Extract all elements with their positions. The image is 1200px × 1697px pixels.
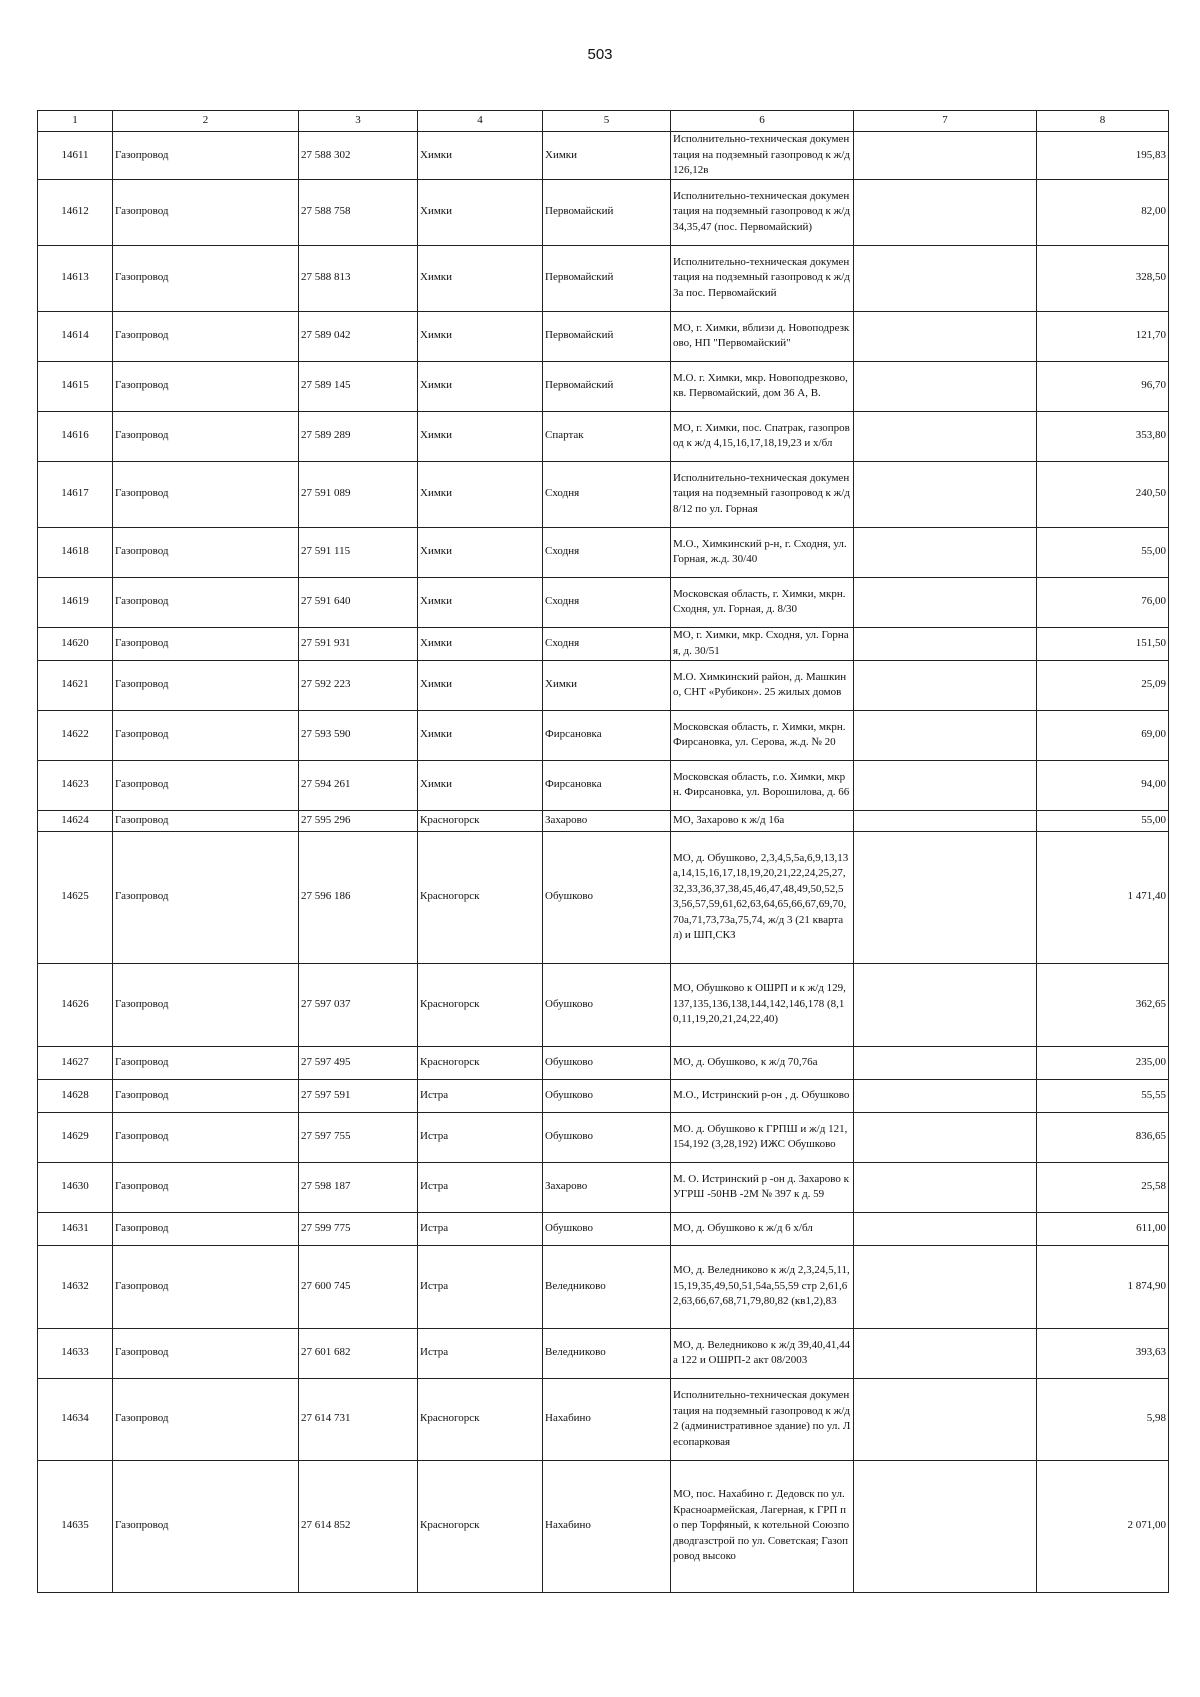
table-row — [38, 1328, 1169, 1378]
table-row — [38, 179, 1169, 245]
empty-cell — [854, 1212, 1037, 1245]
object-type-cell: Газопровод — [113, 1460, 299, 1592]
empty-cell — [854, 527, 1037, 577]
description-cell: МО, г. Химки, пос. Спатрак, газопровод к ж/д 4,15,16,17,18,19,23 и х/бл — [671, 411, 854, 461]
inventory-number-cell: 27 614 731 — [299, 1378, 418, 1460]
table-row — [38, 627, 1169, 660]
length-cell: 82,00 — [1037, 179, 1169, 245]
empty-cell — [854, 1328, 1037, 1378]
object-type-cell: Газопровод — [113, 1079, 299, 1112]
column-header: 5 — [543, 111, 671, 132]
table-row — [38, 461, 1169, 527]
table-row — [38, 831, 1169, 963]
object-type-cell: Газопровод — [113, 710, 299, 760]
row-number-cell: 14632 — [38, 1245, 113, 1328]
district-cell: Истра — [418, 1245, 543, 1328]
table-row — [38, 132, 1169, 180]
inventory-number-cell: 27 597 495 — [299, 1046, 418, 1079]
empty-cell — [854, 831, 1037, 963]
description-cell: Исполнительно-техническая документация на подземный газопровод к ж/д 126,12в — [671, 132, 854, 180]
object-type-cell: Газопровод — [113, 1328, 299, 1378]
row-number-cell: 14618 — [38, 527, 113, 577]
empty-cell — [854, 1378, 1037, 1460]
table-row — [38, 1378, 1169, 1460]
inventory-number-cell: 27 614 852 — [299, 1460, 418, 1592]
row-number-cell: 14623 — [38, 760, 113, 810]
object-type-cell: Газопровод — [113, 1046, 299, 1079]
length-cell: 393,63 — [1037, 1328, 1169, 1378]
empty-cell — [854, 361, 1037, 411]
district-cell: Истра — [418, 1212, 543, 1245]
row-number-cell: 14620 — [38, 627, 113, 660]
description-cell: Исполнительно-техническая документация на подземный газопровод к ж/д 34,35,47 (пос. Первомайский) — [671, 179, 854, 245]
empty-cell — [854, 1460, 1037, 1592]
district-cell: Химки — [418, 627, 543, 660]
length-cell: 25,58 — [1037, 1162, 1169, 1212]
inventory-number-cell: 27 588 758 — [299, 179, 418, 245]
description-cell: МО, д. Обушково к ж/д 6 х/бл — [671, 1212, 854, 1245]
locality-cell: Фирсановка — [543, 760, 671, 810]
registry-table-body — [38, 111, 1169, 1593]
row-number-cell: 14614 — [38, 311, 113, 361]
length-cell: 611,00 — [1037, 1212, 1169, 1245]
inventory-number-cell: 27 597 591 — [299, 1079, 418, 1112]
object-type-cell: Газопровод — [113, 1162, 299, 1212]
table-row — [38, 527, 1169, 577]
inventory-number-cell: 27 591 089 — [299, 461, 418, 527]
locality-cell: Сходня — [543, 461, 671, 527]
object-type-cell: Газопровод — [113, 179, 299, 245]
description-cell: МО, г. Химки, вблизи д. Новоподрезково, НП "Первомайский" — [671, 311, 854, 361]
description-cell: Московская область, г.о. Химки, мкрн. Фирсановка, ул. Ворошилова, д. 66 — [671, 760, 854, 810]
table-row — [38, 245, 1169, 311]
length-cell: 151,50 — [1037, 627, 1169, 660]
object-type-cell: Газопровод — [113, 627, 299, 660]
inventory-number-cell: 27 598 187 — [299, 1162, 418, 1212]
length-cell: 55,55 — [1037, 1079, 1169, 1112]
length-cell: 2 071,00 — [1037, 1460, 1169, 1592]
locality-cell: Первомайский — [543, 179, 671, 245]
description-cell: МО, д. Веледниково к ж/д 2,3,24,5,11,15,19,35,49,50,51,54а,55,59 стр 2,61,62,63,66,67,68,71,79,80,82 (кв1,2),83 — [671, 1245, 854, 1328]
column-header: 1 — [38, 111, 113, 132]
object-type-cell: Газопровод — [113, 361, 299, 411]
description-cell: МО, д. Веледниково к ж/д 39,40,41,44а 122 и ОШРП-2 акт 08/2003 — [671, 1328, 854, 1378]
description-cell: М.О., Истринский р-он , д. Обушково — [671, 1079, 854, 1112]
empty-cell — [854, 760, 1037, 810]
locality-cell: Сходня — [543, 577, 671, 627]
row-number-cell: 14612 — [38, 179, 113, 245]
empty-cell — [854, 660, 1037, 710]
locality-cell: Обушково — [543, 1046, 671, 1079]
length-cell: 121,70 — [1037, 311, 1169, 361]
locality-cell: Фирсановка — [543, 710, 671, 760]
table-row — [38, 1212, 1169, 1245]
length-cell: 328,50 — [1037, 245, 1169, 311]
row-number-cell: 14631 — [38, 1212, 113, 1245]
district-cell: Химки — [418, 577, 543, 627]
locality-cell: Первомайский — [543, 361, 671, 411]
district-cell: Химки — [418, 311, 543, 361]
object-type-cell: Газопровод — [113, 461, 299, 527]
locality-cell: Сходня — [543, 527, 671, 577]
inventory-number-cell: 27 597 755 — [299, 1112, 418, 1162]
locality-cell: Первомайский — [543, 311, 671, 361]
object-type-cell: Газопровод — [113, 311, 299, 361]
object-type-cell: Газопровод — [113, 760, 299, 810]
inventory-number-cell: 27 596 186 — [299, 831, 418, 963]
object-type-cell: Газопровод — [113, 245, 299, 311]
table-row — [38, 1460, 1169, 1592]
locality-cell: Захарово — [543, 810, 671, 831]
inventory-number-cell: 27 595 296 — [299, 810, 418, 831]
district-cell: Истра — [418, 1112, 543, 1162]
length-cell: 94,00 — [1037, 760, 1169, 810]
empty-cell — [854, 179, 1037, 245]
length-cell: 240,50 — [1037, 461, 1169, 527]
description-cell: МО, Захарово к ж/д 16а — [671, 810, 854, 831]
row-number-cell: 14628 — [38, 1079, 113, 1112]
district-cell: Химки — [418, 411, 543, 461]
empty-cell — [854, 1162, 1037, 1212]
row-number-cell: 14621 — [38, 660, 113, 710]
description-cell: М.О. Химкинский район, д. Машкино, СНТ «Рубикон». 25 жилых домов — [671, 660, 854, 710]
table-row — [38, 1046, 1169, 1079]
locality-cell: Обушково — [543, 1212, 671, 1245]
object-type-cell: Газопровод — [113, 577, 299, 627]
table-row — [38, 411, 1169, 461]
length-cell: 55,00 — [1037, 810, 1169, 831]
description-cell: М.О. г. Химки, мкр. Новоподрезково, кв. Первомайский, дом 36 А, В. — [671, 361, 854, 411]
district-cell: Истра — [418, 1162, 543, 1212]
district-cell: Истра — [418, 1079, 543, 1112]
object-type-cell: Газопровод — [113, 831, 299, 963]
locality-cell: Обушково — [543, 1079, 671, 1112]
length-cell: 1 471,40 — [1037, 831, 1169, 963]
empty-cell — [854, 132, 1037, 180]
empty-cell — [854, 1245, 1037, 1328]
inventory-number-cell: 27 597 037 — [299, 963, 418, 1046]
description-cell: МО, Обушково к ОШРП и к ж/д 129,137,135,136,138,144,142,146,178 (8,10,11,19,20,21,24,22,40) — [671, 963, 854, 1046]
row-number-cell: 14615 — [38, 361, 113, 411]
table-row — [38, 760, 1169, 810]
district-cell: Химки — [418, 132, 543, 180]
empty-cell — [854, 1079, 1037, 1112]
description-cell: МО, д. Обушково, 2,3,4,5,5а,6,9,13,13а,14,15,16,17,18,19,20,21,22,24,25,27,32,33,36,37,38,45,46,47,48,49,50,52,53,56,57,59,61,62,63,64,65,66,67,69,70,70а,71,73,73а,75,74, ж/д 3 (21 квартал) и ШП,СКЗ — [671, 831, 854, 963]
object-type-cell: Газопровод — [113, 527, 299, 577]
locality-cell: Захарово — [543, 1162, 671, 1212]
inventory-number-cell: 27 589 145 — [299, 361, 418, 411]
object-type-cell: Газопровод — [113, 810, 299, 831]
description-cell: Исполнительно-техническая документация на подземный газопровод к ж/д 2 (административное здание) по ул. Лесопарковая — [671, 1378, 854, 1460]
inventory-number-cell: 27 589 042 — [299, 311, 418, 361]
inventory-number-cell: 27 591 640 — [299, 577, 418, 627]
district-cell: Химки — [418, 710, 543, 760]
inventory-number-cell: 27 599 775 — [299, 1212, 418, 1245]
locality-cell: Обушково — [543, 831, 671, 963]
district-cell: Химки — [418, 179, 543, 245]
column-header: 7 — [854, 111, 1037, 132]
column-header: 8 — [1037, 111, 1169, 132]
district-cell: Химки — [418, 461, 543, 527]
row-number-cell: 14624 — [38, 810, 113, 831]
table-row — [38, 311, 1169, 361]
length-cell: 1 874,90 — [1037, 1245, 1169, 1328]
inventory-number-cell: 27 593 590 — [299, 710, 418, 760]
table-row — [38, 963, 1169, 1046]
table-row — [38, 1112, 1169, 1162]
column-number-row — [38, 111, 1169, 132]
length-cell: 195,83 — [1037, 132, 1169, 180]
inventory-number-cell: 27 589 289 — [299, 411, 418, 461]
row-number-cell: 14622 — [38, 710, 113, 760]
inventory-number-cell: 27 588 813 — [299, 245, 418, 311]
district-cell: Красногорск — [418, 810, 543, 831]
length-cell: 96,70 — [1037, 361, 1169, 411]
district-cell: Красногорск — [418, 1378, 543, 1460]
column-header: 6 — [671, 111, 854, 132]
locality-cell: Первомайский — [543, 245, 671, 311]
row-number-cell: 14625 — [38, 831, 113, 963]
description-cell: М.О., Химкинский р-н, г. Сходня, ул. Горная, ж.д. 30/40 — [671, 527, 854, 577]
length-cell: 353,80 — [1037, 411, 1169, 461]
district-cell: Химки — [418, 660, 543, 710]
description-cell: Московская область, г. Химки, мкрн. Фирсановка, ул. Серова, ж.д. № 20 — [671, 710, 854, 760]
district-cell: Химки — [418, 361, 543, 411]
district-cell: Красногорск — [418, 831, 543, 963]
locality-cell: Спартак — [543, 411, 671, 461]
district-cell: Красногорск — [418, 1046, 543, 1079]
length-cell: 25,09 — [1037, 660, 1169, 710]
description-cell: Исполнительно-техническая документация на подземный газопровод к ж/д 8/12 по ул. Горная — [671, 461, 854, 527]
locality-cell: Нахабино — [543, 1378, 671, 1460]
registry-table — [37, 110, 1169, 1593]
inventory-number-cell: 27 592 223 — [299, 660, 418, 710]
length-cell: 76,00 — [1037, 577, 1169, 627]
row-number-cell: 14616 — [38, 411, 113, 461]
empty-cell — [854, 810, 1037, 831]
table-row — [38, 710, 1169, 760]
description-cell: МО. д. Обушково к ГРПШ и ж/д 121,154,192 (3,28,192) ИЖС Обушково — [671, 1112, 854, 1162]
district-cell: Истра — [418, 1328, 543, 1378]
length-cell: 5,98 — [1037, 1378, 1169, 1460]
district-cell: Красногорск — [418, 1460, 543, 1592]
length-cell: 836,65 — [1037, 1112, 1169, 1162]
length-cell: 69,00 — [1037, 710, 1169, 760]
inventory-number-cell: 27 591 115 — [299, 527, 418, 577]
locality-cell: Обушково — [543, 963, 671, 1046]
column-header: 3 — [299, 111, 418, 132]
object-type-cell: Газопровод — [113, 963, 299, 1046]
locality-cell: Сходня — [543, 627, 671, 660]
locality-cell: Химки — [543, 132, 671, 180]
inventory-number-cell: 27 600 745 — [299, 1245, 418, 1328]
empty-cell — [854, 411, 1037, 461]
description-cell: МО, пос. Нахабино г. Дедовск по ул. Красноармейская, Лагерная, к ГРП по пер Торфяный, к котельной Союзподводгазстрой по ул. Советская; Газопровод высоко — [671, 1460, 854, 1592]
page-number: 503 — [587, 46, 613, 63]
empty-cell — [854, 461, 1037, 527]
empty-cell — [854, 245, 1037, 311]
row-number-cell: 14626 — [38, 963, 113, 1046]
district-cell: Химки — [418, 245, 543, 311]
length-cell: 55,00 — [1037, 527, 1169, 577]
empty-cell — [854, 710, 1037, 760]
object-type-cell: Газопровод — [113, 132, 299, 180]
table-row — [38, 1245, 1169, 1328]
object-type-cell: Газопровод — [113, 660, 299, 710]
row-number-cell: 14617 — [38, 461, 113, 527]
object-type-cell: Газопровод — [113, 1212, 299, 1245]
object-type-cell: Газопровод — [113, 1245, 299, 1328]
inventory-number-cell: 27 594 261 — [299, 760, 418, 810]
row-number-cell: 14613 — [38, 245, 113, 311]
district-cell: Красногорск — [418, 963, 543, 1046]
row-number-cell: 14633 — [38, 1328, 113, 1378]
locality-cell: Веледниково — [543, 1245, 671, 1328]
row-number-cell: 14630 — [38, 1162, 113, 1212]
object-type-cell: Газопровод — [113, 1378, 299, 1460]
empty-cell — [854, 1046, 1037, 1079]
inventory-number-cell: 27 601 682 — [299, 1328, 418, 1378]
inventory-number-cell: 27 591 931 — [299, 627, 418, 660]
description-cell: М. О. Истринский р -он д. Захарово к УГРШ -50НВ -2М № 397 к д. 59 — [671, 1162, 854, 1212]
row-number-cell: 14619 — [38, 577, 113, 627]
object-type-cell: Газопровод — [113, 411, 299, 461]
column-header: 2 — [113, 111, 299, 132]
table-row — [38, 1162, 1169, 1212]
column-header: 4 — [418, 111, 543, 132]
row-number-cell: 14635 — [38, 1460, 113, 1592]
locality-cell: Нахабино — [543, 1460, 671, 1592]
empty-cell — [854, 1112, 1037, 1162]
table-row — [38, 361, 1169, 411]
row-number-cell: 14627 — [38, 1046, 113, 1079]
description-cell: Московская область, г. Химки, мкрн. Сходня, ул. Горная, д. 8/30 — [671, 577, 854, 627]
table-row — [38, 660, 1169, 710]
row-number-cell: 14634 — [38, 1378, 113, 1460]
description-cell: МО, д. Обушково, к ж/д 70,76а — [671, 1046, 854, 1079]
locality-cell: Химки — [543, 660, 671, 710]
length-cell: 362,65 — [1037, 963, 1169, 1046]
district-cell: Химки — [418, 760, 543, 810]
empty-cell — [854, 963, 1037, 1046]
locality-cell: Обушково — [543, 1112, 671, 1162]
district-cell: Химки — [418, 527, 543, 577]
row-number-cell: 14611 — [38, 132, 113, 180]
row-number-cell: 14629 — [38, 1112, 113, 1162]
locality-cell: Веледниково — [543, 1328, 671, 1378]
table-row — [38, 1079, 1169, 1112]
table-row — [38, 577, 1169, 627]
empty-cell — [854, 577, 1037, 627]
inventory-number-cell: 27 588 302 — [299, 132, 418, 180]
empty-cell — [854, 627, 1037, 660]
empty-cell — [854, 311, 1037, 361]
description-cell: МО, г. Химки, мкр. Сходня, ул. Горная, д. 30/51 — [671, 627, 854, 660]
table-row — [38, 810, 1169, 831]
description-cell: Исполнительно-техническая документация на подземный газопровод к ж/д 3а пос. Первомайский — [671, 245, 854, 311]
object-type-cell: Газопровод — [113, 1112, 299, 1162]
length-cell: 235,00 — [1037, 1046, 1169, 1079]
